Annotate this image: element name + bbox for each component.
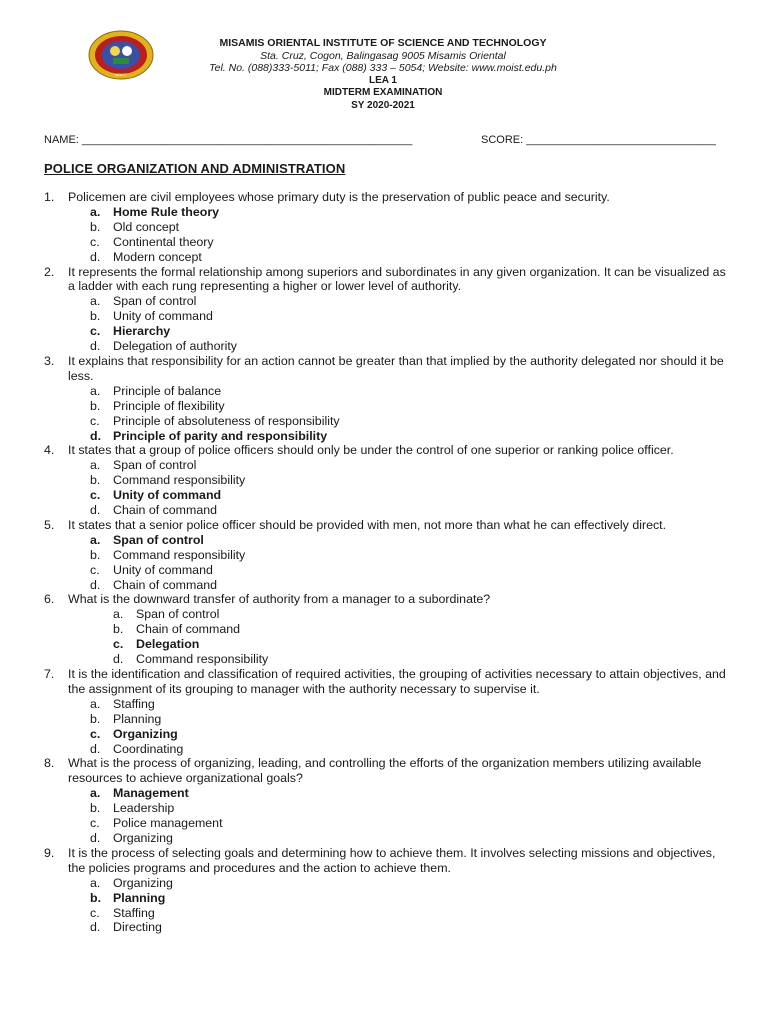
question-item [44,592,734,667]
option-label: c. [90,562,100,577]
answer-option [44,533,734,548]
option-label: d. [90,428,102,443]
question-text: It explains that responsibility for an action cannot be greater than that implied by the authority delegated nor should it be less. [68,353,724,383]
course-code: LEA 1 [369,74,397,86]
option-label: b. [113,622,124,637]
option-item [44,220,734,235]
question-number: 2. [44,264,55,279]
question-item [44,354,734,443]
option-text: Home Rule theory [113,204,220,219]
option-text: Modern concept [113,249,202,264]
option-item [44,473,734,488]
option-item [44,652,734,667]
option-text: Span of control [113,532,204,547]
option-text: Old concept [113,219,180,234]
question-list [44,190,734,935]
question-text: What is the downward transfer of authority from a manager to a subordinate? [68,592,491,607]
option-text: Planning [113,890,166,905]
logo-text: MOIST [114,72,128,77]
option-label: b. [90,890,102,905]
option-label: a. [90,875,101,890]
option-text: Command responsibility [113,547,246,562]
option-text: Principle of balance [113,383,222,398]
option-item [44,920,734,935]
option-label: d. [90,339,101,354]
option-item [44,906,734,921]
option-label: a. [90,532,101,547]
option-item [44,697,734,712]
option-label: c. [90,905,100,920]
option-item [44,414,734,429]
option-label: d. [90,503,101,518]
question-item [44,443,734,518]
option-item [44,399,734,414]
question-text: It states that a group of police officers should only be under the control of one superior or ranking police officer. [68,443,674,458]
option-label: c. [113,637,124,652]
option-text: Delegation of authority [113,339,237,354]
question-number: 3. [44,353,55,368]
question-item [44,846,734,935]
option-text: Delegation [136,637,200,652]
option-label: c. [90,726,101,741]
document-header [180,37,586,112]
option-label: b. [90,219,101,234]
option-item [44,742,734,757]
option-label: a. [113,607,124,622]
option-item [44,876,734,891]
option-text: Span of control [113,458,197,473]
option-label: c. [90,816,100,831]
option-label: c. [90,324,101,339]
question-item [44,756,734,845]
option-text: Chain of command [136,622,240,637]
option-item [44,503,734,518]
option-text: Principle of parity and responsibility [113,428,328,443]
school-year: SY 2020-2021 [351,99,415,111]
question-number: 5. [44,517,55,532]
option-label: d. [113,652,124,667]
question-item [44,190,734,265]
option-item [44,458,734,473]
answer-option [44,637,734,652]
question-text: It is the identification and classification of required activities, the grouping of activities necessary to attain objectives, and the assignment of its grouping to manager with the authority necessary to supervise it. [68,667,726,696]
question-number: 9. [44,845,55,860]
question-number: 6. [44,592,55,607]
answer-option [44,205,734,220]
option-text: Organizing [113,875,173,890]
option-label: a. [90,786,101,801]
option-label: d. [90,577,101,592]
option-text: Continental theory [113,234,214,249]
answer-option [44,429,734,444]
option-text: Planning [113,711,162,726]
option-item [44,339,734,354]
option-item [44,607,734,622]
option-label: a. [90,458,101,473]
option-item [44,384,734,399]
option-label: a. [90,294,101,309]
option-item [44,250,734,265]
question-text: It represents the formal relationship among superiors and subordinates in any given organization. It can be visualized as a ladder with each rung representing a higher or lower level of authority. [68,264,726,294]
option-text: Leadership [113,801,175,816]
question-number: 1. [44,190,55,204]
answer-option [44,324,734,339]
option-text: Staffing [113,905,155,920]
option-item [44,235,734,250]
option-label: c. [90,488,101,503]
option-text: Unity of command [113,488,222,503]
question-item [44,518,734,593]
option-item [44,712,734,727]
exam-type: MIDTERM EXAMINATION [323,87,443,98]
option-item [44,831,734,846]
option-item [44,801,734,816]
option-item [44,578,734,593]
question-text: Policemen are civil employees whose primary duty is the preservation of public peace and security. [68,190,610,204]
option-text: Command responsibility [113,473,246,488]
answer-option [44,488,734,503]
option-label: b. [90,309,101,324]
option-text: Management [113,786,189,801]
option-label: d. [90,920,101,935]
option-text: Principle of absoluteness of responsibility [113,413,340,428]
option-item [44,309,734,324]
option-text: Span of control [136,607,220,622]
question-number: 8. [44,756,55,771]
school-logo [88,30,154,80]
school-address: Sta. Cruz, Cogon, Balingasag 9005 Misamis Oriental [260,49,506,62]
question-item [44,265,734,354]
school-name: MISAMIS ORIENTAL INSTITUTE OF SCIENCE AND TECHNOLOGY [219,37,547,49]
option-text: Principle of flexibility [113,398,225,413]
question-number: 7. [44,667,55,681]
option-label: b. [90,711,101,726]
option-label: d. [90,830,101,845]
option-label: b. [90,547,101,562]
option-text: Organizing [113,726,178,741]
option-label: b. [90,801,101,816]
option-item [44,563,734,578]
option-text: Directing [113,920,162,935]
option-item [44,816,734,831]
option-label: c. [90,413,100,428]
option-item [44,548,734,563]
school-contact: Tel. No. (088)333-5011; Fax (088) 333 – 5054; Website: www.moist.edu.ph [209,62,557,74]
option-label: d. [90,249,101,264]
option-label: c. [90,234,100,249]
score-field[interactable]: SCORE: _______________________________ [481,134,716,146]
option-text: Hierarchy [113,324,171,339]
answer-option [44,786,734,801]
option-text: Span of control [113,294,197,309]
option-item [44,294,734,309]
option-text: Police management [113,816,223,831]
option-text: Command responsibility [136,652,269,667]
answer-option [44,727,734,742]
option-text: Organizing [113,830,173,845]
question-text: It is the process of selecting goals and determining how to achieve them. It involves selecting missions and objectives, the policies programs and procedures and the action to achieve them. [68,845,716,875]
question-text: What is the process of organizing, leading, and controlling the efforts of the organization members utilizing available resources to achieve organizational goals? [68,756,702,786]
question-number: 4. [44,443,55,458]
option-label: d. [90,741,101,756]
option-text: Staffing [113,696,155,711]
option-label: b. [90,473,101,488]
option-text: Unity of command [113,309,213,324]
name-field[interactable]: NAME: ______________________________________________________ [44,134,413,146]
answer-option [44,891,734,906]
option-text: Chain of command [113,577,217,592]
option-label: a. [90,204,101,219]
question-item [44,667,734,756]
option-label: a. [90,696,101,711]
question-text: It states that a senior police officer should be provided with men, not more than what he can effectively direct. [68,517,667,532]
option-label: a. [90,383,101,398]
option-text: Coordinating [113,741,184,756]
option-item [44,622,734,637]
exam-title: POLICE ORGANIZATION AND ADMINISTRATION [44,161,346,176]
option-text: Unity of command [113,562,213,577]
option-text: Chain of command [113,503,217,518]
option-label: b. [90,398,101,413]
